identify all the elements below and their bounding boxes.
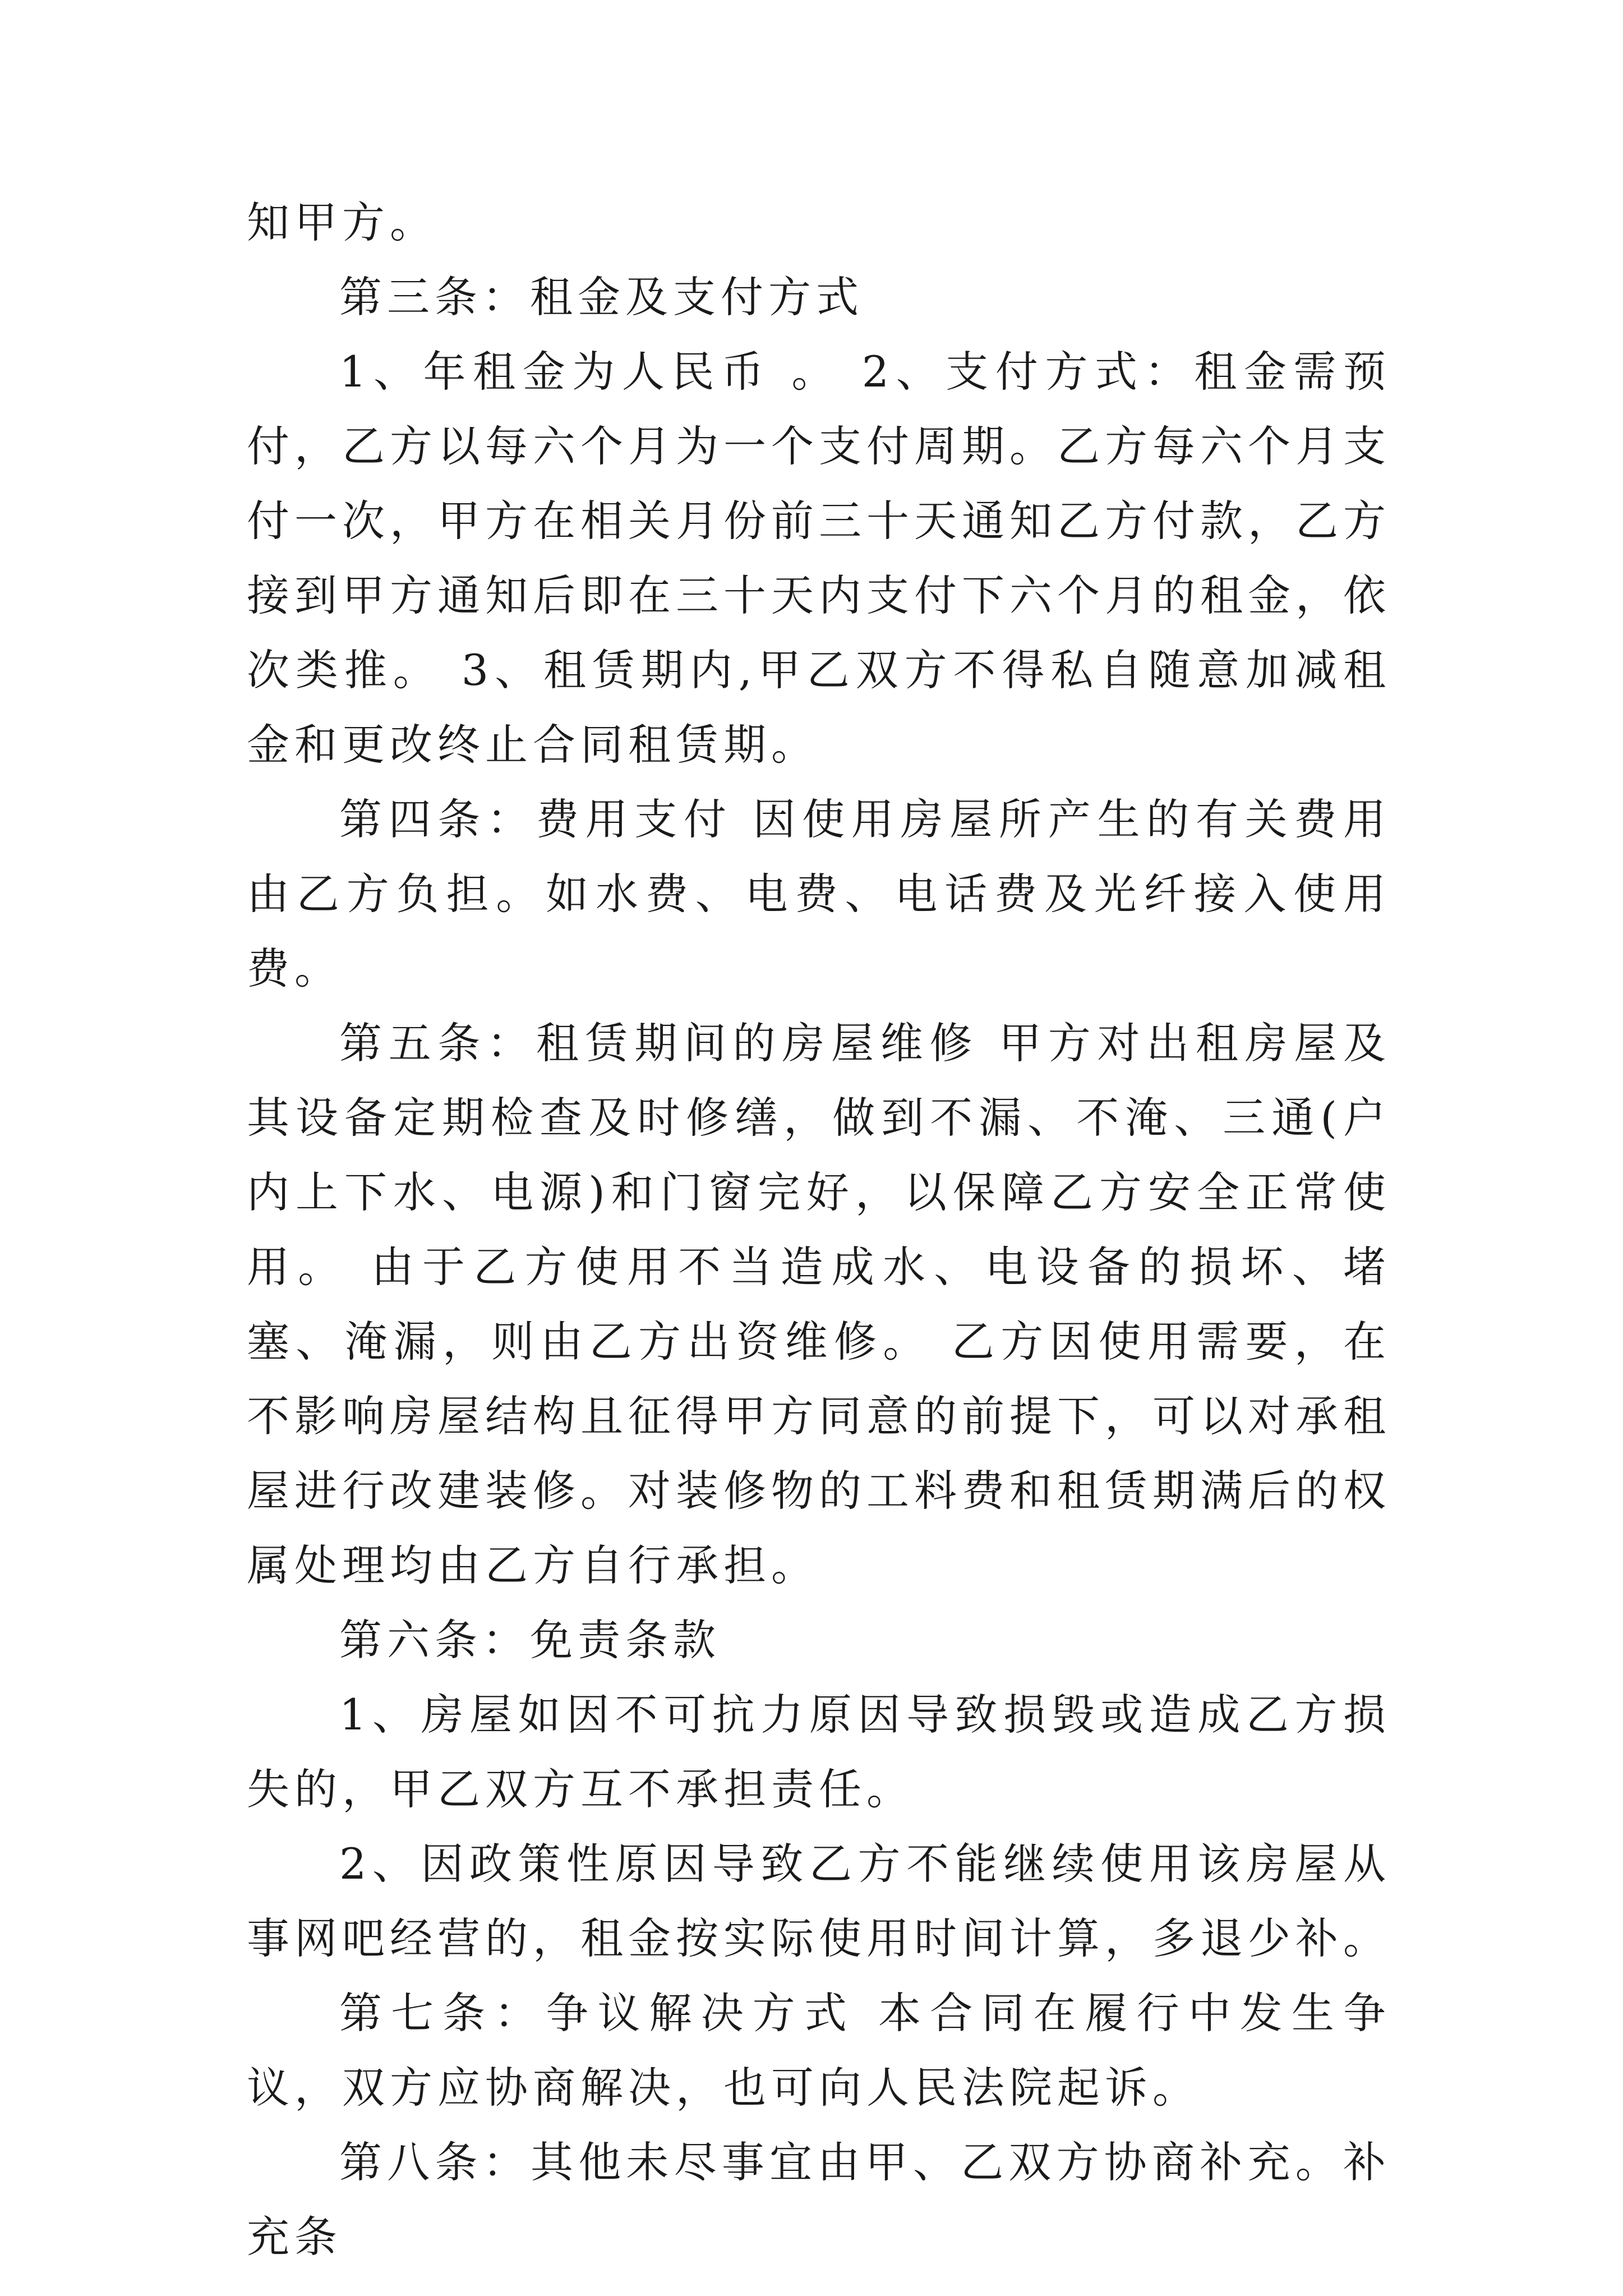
article-7: 第七条：争议解决方式 本合同在履行中发生争议，双方应协商解决，也可向人民法院起诉。: [247, 1988, 1391, 2113]
article-4: 第四条：费用支付 因使用房屋所产生的有关费用由乙方负担。如水费、电费、电话费及光纤接入使用费。: [247, 794, 1391, 993]
article-5: 第五条：租赁期间的房屋维修 甲方对出租房屋及其设备定期检查及时修缮，做到不漏、不淹、三通(户内上下水、电源)和门窗完好，以保障乙方安全正常使用。 由于乙方使用不当造成水、电设备的损坏、堵塞、淹漏，则由乙方出资维修。 乙方因使用需要，在不影响房屋结构且征得甲方同意的前提下，可以对承租屋进行改建装修。对装修物的工料费和租赁期满后的权属处理均由乙方自行承担。: [247, 1018, 1391, 1590]
article-6-item-1: 1、房屋如因不可抗力原因导致损毁或造成乙方损失的，甲乙双方互不承担责任。: [247, 1690, 1391, 1814]
article-6-heading: 第六条：免责条款: [339, 1615, 721, 1665]
paragraph-continuation: 知甲方。: [247, 197, 437, 247]
article-6-item-2: 2、因政策性原因导致乙方不能继续使用该房屋从事网吧经营的，租金按实际使用时间计算，多退少补。: [247, 1839, 1391, 1963]
article-3-heading: 第三条：租金及支付方式: [339, 272, 864, 322]
article-3-body: 1、年租金为人民币 。 2、支付方式：租金需预付，乙方以每六个月为一个支付周期。乙方每六个月支付一次，甲方在相关月份前三十天通知乙方付款，乙方接到甲方通知后即在三十天内支付下六个月的租金，依次类推。 3、租赁期内,甲乙双方不得私自随意加减租金和更改终止合同租赁期。: [247, 347, 1391, 770]
document-body: [247, 185, 1391, 2274]
article-8: 第八条：其他未尽事宜由甲、乙双方协商补充。补充条: [247, 2137, 1391, 2262]
